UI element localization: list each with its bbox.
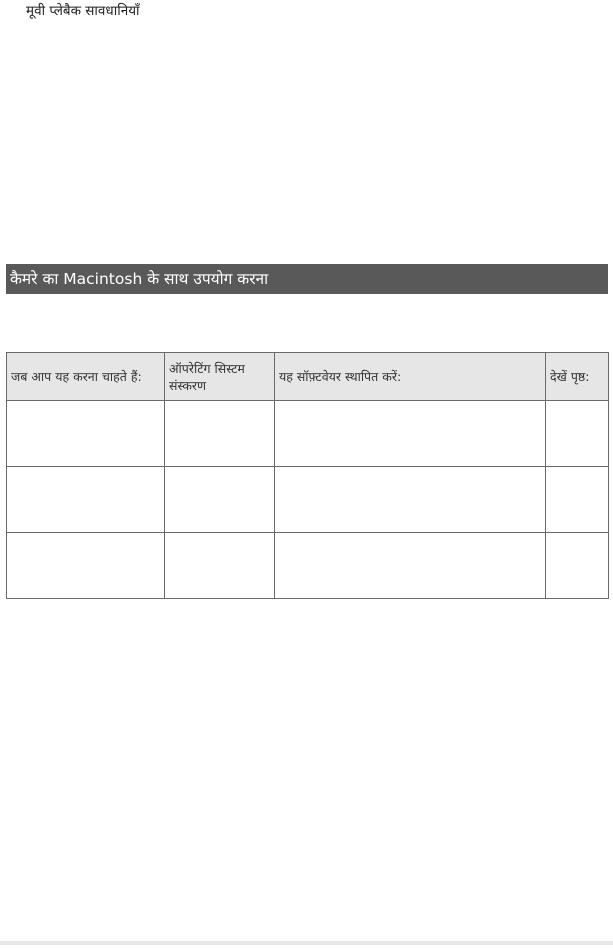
header-software: यह सॉफ़्टवेयर स्थापित करें: (275, 353, 546, 401)
table-cell (165, 467, 275, 533)
header-see-page: देखें पृष्ठ: (546, 353, 609, 401)
table-cell (275, 533, 546, 599)
table-row (7, 533, 609, 599)
table-cell (7, 401, 165, 467)
table-cell (7, 533, 165, 599)
header-task: जब आप यह करना चाहते हैं: (7, 353, 165, 401)
requirements-table (6, 352, 609, 599)
header-os-version: ऑपरेटिंग सिस्टम संस्करण (165, 353, 275, 401)
table-cell (275, 401, 546, 467)
table-cell (165, 533, 275, 599)
table-header-row (7, 353, 609, 401)
section-title: कैमरे का Macintosh के साथ उपयोग करना (10, 270, 269, 288)
footer-divider (0, 941, 613, 945)
table-row (7, 467, 609, 533)
table-cell (546, 401, 609, 467)
table-row (7, 401, 609, 467)
table-cell (275, 467, 546, 533)
table-cell (546, 467, 609, 533)
page-heading: मूवी प्लेबैक सावधानियाँ (26, 3, 140, 19)
table-cell (165, 401, 275, 467)
section-banner (6, 264, 608, 294)
table-cell (7, 467, 165, 533)
table-cell (546, 533, 609, 599)
